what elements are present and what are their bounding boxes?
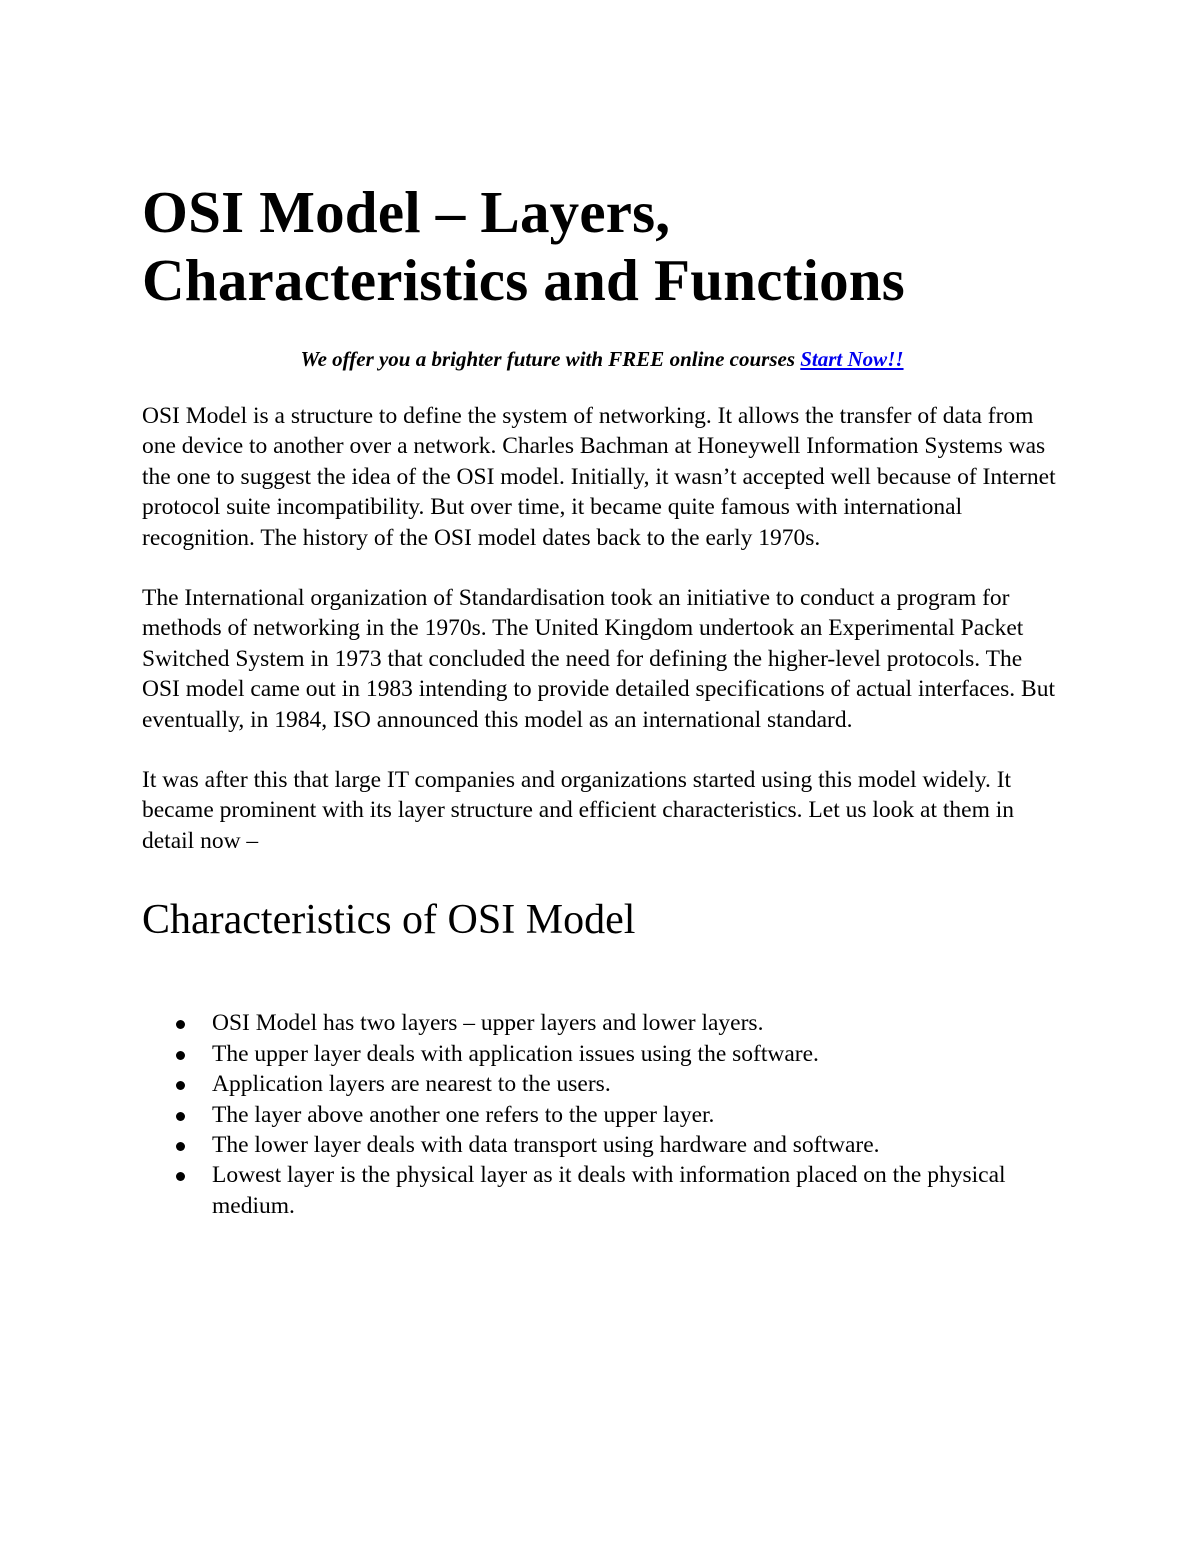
page-title-line-2: Characteristics and Functions bbox=[142, 247, 905, 313]
list-item bbox=[212, 1100, 1062, 1130]
list-item-text: OSI Model has two layers – upper layers and lower layers. bbox=[212, 1010, 764, 1037]
page-title bbox=[142, 178, 1062, 314]
bullet-icon bbox=[176, 1112, 185, 1121]
list-item bbox=[212, 1039, 1062, 1069]
paragraph-history: The International organization of Standardisation took an initiative to conduct a program for methods of networking in the 1970s. The United Kingdom undertook an Experimental Packet Switched System in 1973 that concluded the need for defining the higher-level protocols. The OSI model came out in 1983 intending to provide detailed specifications of actual interfaces. But eventually, in 1984, ISO announced this model as an international standard. bbox=[142, 585, 1055, 733]
list-item-text: Application layers are nearest to the users. bbox=[212, 1071, 611, 1098]
paragraph-intro: OSI Model is a structure to define the system of networking. It allows the transfer of data from one device to another over a network. Charles Bachman at Honeywell Information Systems was the one to suggest the idea of the OSI model. Initially, it wasn’t accepted well because of Internet protocol suite incompatibility. But over time, it became quite famous with international recognition. The history of the OSI model dates back to the early 1970s. bbox=[142, 403, 1056, 551]
bullet-icon bbox=[176, 1081, 185, 1090]
list-item-text: The lower layer deals with data transport using hardware and software. bbox=[212, 1131, 880, 1158]
list-item bbox=[212, 1008, 1062, 1038]
list-item bbox=[212, 1069, 1062, 1099]
promo-banner bbox=[142, 344, 1062, 374]
start-now-link[interactable]: Start Now!! bbox=[800, 347, 904, 371]
promo-text: We offer you a brighter future with FREE online courses bbox=[300, 347, 801, 371]
bullet-icon bbox=[176, 1172, 185, 1181]
page-title-line-1: OSI Model – Layers, bbox=[142, 179, 671, 245]
paragraph-adoption: It was after this that large IT companies and organizations started using this model widely. It became prominent with its layer structure and efficient characteristics. Let us look at them in detail now – bbox=[142, 767, 1015, 854]
bullet-icon bbox=[176, 1020, 185, 1029]
bullet-icon bbox=[176, 1051, 185, 1060]
bullet-icon bbox=[176, 1142, 185, 1151]
section-heading-characteristics: Characteristics of OSI Model bbox=[142, 897, 636, 944]
characteristics-list bbox=[142, 1008, 1062, 1221]
list-item-text: Lowest layer is the physical layer as it deals with information placed on the physical medium. bbox=[212, 1162, 1006, 1219]
list-item bbox=[212, 1130, 1062, 1160]
list-item-text: The upper layer deals with application issues using the software. bbox=[212, 1040, 819, 1067]
document-page bbox=[142, 178, 1062, 1221]
list-item bbox=[212, 1160, 1062, 1221]
list-item-text: The layer above another one refers to the upper layer. bbox=[212, 1101, 715, 1128]
